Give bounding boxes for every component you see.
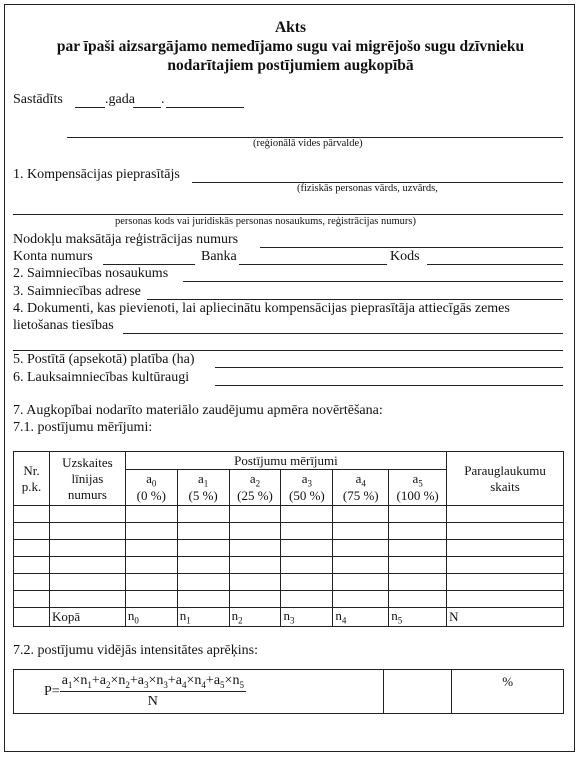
total-row-empty: [14, 608, 50, 627]
table-row: [14, 540, 564, 557]
table-cell[interactable]: [49, 540, 125, 557]
table-cell[interactable]: [389, 557, 447, 574]
header-nr: [14, 452, 50, 506]
table-cell[interactable]: [229, 591, 281, 608]
header-sample-plots: [447, 452, 564, 506]
plus-sign: +: [167, 672, 176, 688]
form-title-line2: par īpaši aizsargājamo nemedījamo sugu vai migrējošo sugu dzīvnieku: [56, 38, 525, 55]
year-field[interactable]: [75, 107, 105, 108]
plus-sign: +: [129, 672, 138, 688]
table-cell[interactable]: [389, 540, 447, 557]
day-field[interactable]: [133, 107, 161, 108]
date-dot: .: [161, 92, 165, 107]
table-cell[interactable]: [177, 574, 229, 591]
table-cell[interactable]: [281, 523, 333, 540]
formula-term: $a_4\times n_4$: [175, 672, 206, 690]
header-a1: $a_1$ (5 %): [177, 470, 229, 506]
formula-table: [13, 669, 564, 714]
table-row: [14, 574, 564, 591]
formula-term: $a_1\times n_1$: [61, 672, 92, 690]
farm-name-label: 2. Saimniecības nosaukums: [13, 266, 169, 281]
crops-field[interactable]: [215, 385, 563, 386]
table-cell[interactable]: [229, 540, 281, 557]
claimant-label: 1. Kompensācijas pieprasītājs: [13, 167, 180, 182]
documents-label: 4. Dokumenti, kas pievienoti, lai apliecinātu kompensācijas pieprasītāja attiecīgās zemes: [13, 301, 510, 316]
bank-field[interactable]: [239, 264, 387, 265]
table-cell[interactable]: [333, 506, 389, 523]
tax-reg-field[interactable]: [260, 247, 563, 248]
header-line-text3: numurs: [67, 486, 107, 502]
total-n4[interactable]: $n_4$: [333, 608, 389, 627]
table-cell[interactable]: [389, 591, 447, 608]
claimant-field-2[interactable]: [13, 214, 563, 215]
table-cell[interactable]: [281, 506, 333, 523]
farm-address-label: 3. Saimniecības adrese: [13, 284, 141, 299]
table-cell[interactable]: [14, 574, 50, 591]
table-cell[interactable]: [281, 557, 333, 574]
area-label: 5. Postītā (apsekotā) platība (ha): [13, 352, 195, 367]
table-cell[interactable]: [333, 540, 389, 557]
table-cell[interactable]: [333, 557, 389, 574]
table-cell[interactable]: [49, 523, 125, 540]
formula-denominator: N: [147, 694, 158, 710]
table-cell[interactable]: [229, 506, 281, 523]
table-cell[interactable]: [125, 523, 177, 540]
header-line-text1: Uzskaites: [62, 454, 113, 470]
table-cell[interactable]: [447, 591, 564, 608]
header-line-number: [49, 452, 125, 506]
table-cell[interactable]: [229, 523, 281, 540]
table-cell[interactable]: [125, 574, 177, 591]
header-measurements: Postījumu mērījumi: [125, 452, 446, 470]
section7-heading: 7. Augkopībai nodarīto materiālo zaudējumu apmēra novērtēšana:: [13, 403, 383, 418]
header-nr-text: Nr.: [23, 462, 40, 478]
header-line-text2: līnijas: [71, 470, 104, 486]
result-cell[interactable]: [383, 670, 452, 714]
plus-sign: +: [91, 672, 100, 688]
header-a5: $a_5$ (100 %): [389, 470, 447, 506]
total-n3[interactable]: $n_3$: [281, 608, 333, 627]
formula-term: $a_5\times n_5$: [213, 672, 244, 690]
header-a3: $a_3$ (50 %): [281, 470, 333, 506]
claimant-caption-1: (fiziskās personas vārds, uzvārds,: [297, 183, 438, 194]
table-cell[interactable]: [14, 591, 50, 608]
header-samples-text2: skaits: [490, 478, 520, 494]
compiled-label: Sastādīts: [13, 92, 63, 107]
table-row: [14, 506, 564, 523]
table-cell[interactable]: [177, 540, 229, 557]
header-samples-text1: Parauglaukumu: [464, 462, 546, 478]
table-cell[interactable]: [389, 506, 447, 523]
measurements-table: [13, 451, 564, 627]
documents-field-2[interactable]: [13, 350, 563, 351]
table-cell[interactable]: [447, 574, 564, 591]
formula-term: $a_3\times n_3$: [137, 672, 168, 690]
table-cell[interactable]: [14, 540, 50, 557]
formula-cell: [14, 670, 384, 714]
month-field[interactable]: [166, 107, 244, 108]
table-cell[interactable]: [125, 557, 177, 574]
table-cell[interactable]: [49, 557, 125, 574]
account-label: Konta numurs: [13, 249, 93, 264]
table-cell[interactable]: [229, 574, 281, 591]
form-title: Akts: [274, 19, 306, 36]
act-form-page: [4, 4, 575, 752]
table-cell[interactable]: [125, 540, 177, 557]
total-n5[interactable]: $n_5$: [389, 608, 447, 627]
table-cell[interactable]: [177, 557, 229, 574]
regional-caption: (reģionālā vides pārvalde): [253, 138, 363, 149]
table-cell[interactable]: [447, 540, 564, 557]
area-field[interactable]: [215, 367, 563, 368]
table-cell[interactable]: [447, 523, 564, 540]
documents-label-2: lietošanas tiesības: [13, 318, 114, 333]
section71-heading: 7.1. postījumu mērījumi:: [13, 420, 153, 435]
table-cell[interactable]: [14, 523, 50, 540]
table-cell[interactable]: [333, 574, 389, 591]
formula-lhs: P=: [44, 683, 60, 699]
formula-numerator: [60, 673, 246, 693]
total-n1[interactable]: $n_1$: [177, 608, 229, 627]
table-cell[interactable]: [281, 574, 333, 591]
total-n0[interactable]: $n_0$: [125, 608, 177, 627]
header-pk-text: p.k.: [21, 478, 42, 494]
table-cell[interactable]: [447, 557, 564, 574]
documents-field[interactable]: [123, 333, 563, 334]
table-cell[interactable]: [14, 557, 50, 574]
table-cell[interactable]: [125, 506, 177, 523]
formula-term: $a_2\times n_2$: [99, 672, 130, 690]
plus-sign: +: [205, 672, 214, 688]
table-row: [14, 557, 564, 574]
table-cell[interactable]: [389, 523, 447, 540]
crops-label: 6. Lauksaimniecības kultūraugi: [13, 370, 190, 385]
table-cell[interactable]: [49, 591, 125, 608]
bank-label: Banka: [201, 249, 237, 264]
header-a4: $a_4$ (75 %): [333, 470, 389, 506]
table-cell[interactable]: [177, 506, 229, 523]
header-a2: $a_2$ (25 %): [229, 470, 281, 506]
total-n2[interactable]: $n_2$: [229, 608, 281, 627]
tax-reg-label: Nodokļu maksātāja reģistrācijas numurs: [13, 232, 239, 247]
table-row: [14, 591, 564, 608]
section72-heading: 7.2. postījumu vidējās intensitātes aprēķins:: [13, 643, 258, 658]
table-cell[interactable]: [177, 523, 229, 540]
total-N[interactable]: N: [447, 608, 564, 627]
table-cell[interactable]: [389, 574, 447, 591]
header-a0: $a_0$ (0 %): [125, 470, 177, 506]
formula-fraction: [60, 673, 246, 711]
table-cell[interactable]: [14, 506, 50, 523]
table-cell[interactable]: [125, 591, 177, 608]
total-label: Kopā: [49, 608, 125, 627]
percent-cell: %: [452, 670, 564, 714]
table-row: [14, 523, 564, 540]
code-field[interactable]: [427, 264, 563, 265]
table-cell[interactable]: [333, 591, 389, 608]
table-cell[interactable]: [281, 540, 333, 557]
farm-address-field[interactable]: [147, 299, 563, 300]
farm-name-field[interactable]: [183, 281, 563, 282]
year-suffix: .gada: [105, 92, 135, 107]
table-cell[interactable]: [177, 591, 229, 608]
claimant-caption-2: personas kods vai juridiskās personas nosaukums, reģistrācijas numurs): [115, 216, 416, 227]
code-label: Kods: [390, 249, 420, 264]
table-cell[interactable]: [333, 523, 389, 540]
table-cell[interactable]: [49, 506, 125, 523]
table-cell[interactable]: [49, 574, 125, 591]
form-title-line3: nodarītajiem postījumiem augkopībā: [167, 57, 414, 74]
account-field[interactable]: [103, 264, 195, 265]
table-cell[interactable]: [281, 591, 333, 608]
table-cell[interactable]: [229, 557, 281, 574]
table-cell[interactable]: [447, 506, 564, 523]
